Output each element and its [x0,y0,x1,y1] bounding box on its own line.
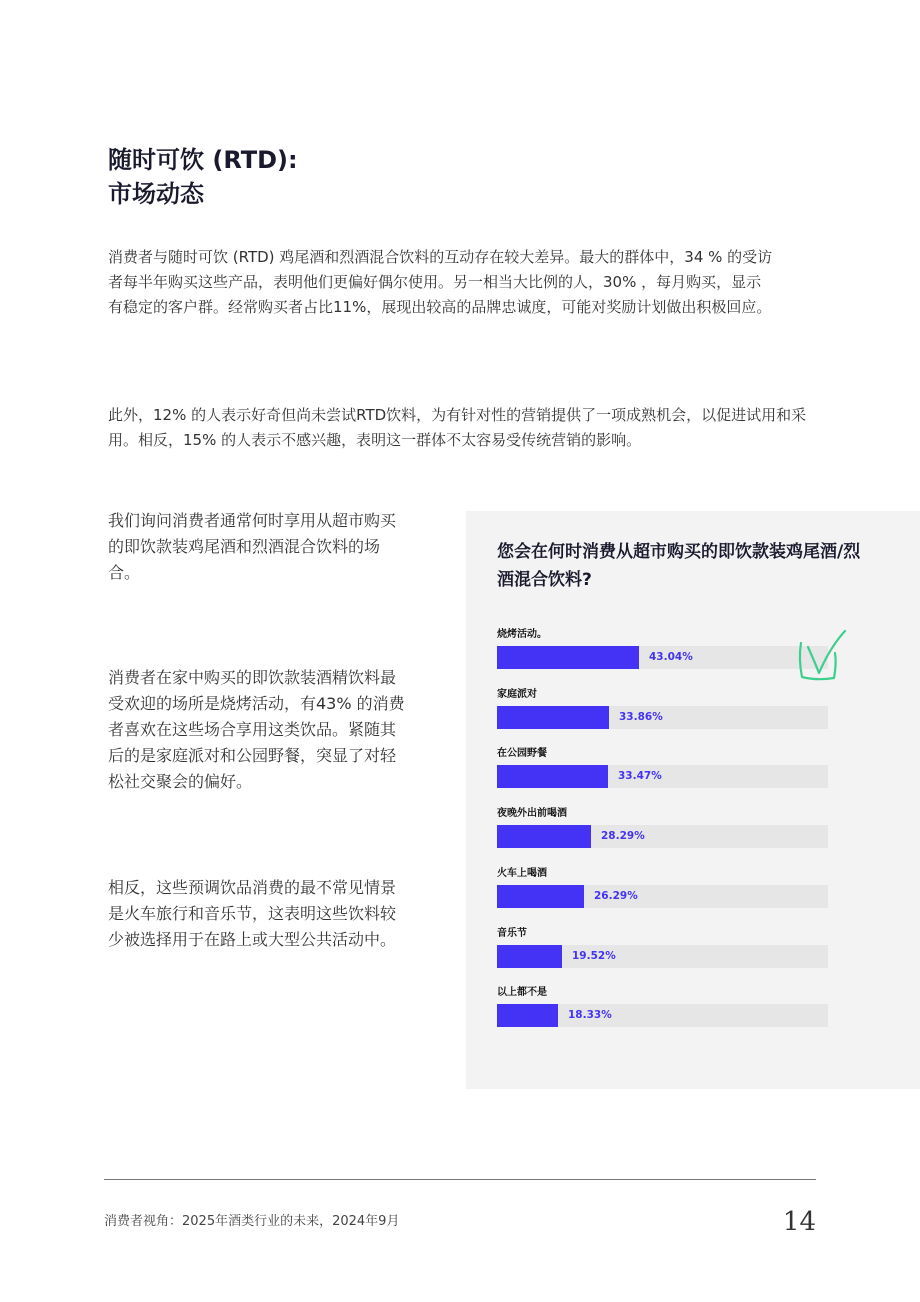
bar-category-label: 夜晚外出前喝酒 [497,808,567,820]
bar-item [497,986,828,1027]
bar [497,945,562,968]
bar-category-label: 火车上喝酒 [497,867,547,879]
bar [497,706,609,729]
sidebar-paragraph-question: 我们询问消费者通常何时享用从超市购买的即饮款装鸡尾酒和烈酒混合饮料的场合。 [108,511,397,582]
chart-title: 您会在何时消费从超市购买的即饮款装鸡尾酒/烈酒混合饮料? [497,542,861,590]
bar-category-label: 在公园野餐 [497,748,547,760]
footer-divider [104,1179,816,1180]
page-title [108,143,298,211]
sidebar-paragraph-popular: 消费者在家中购买的即饮款装酒精饮料最受欢迎的场所是烧烤活动，有43% 的消费者喜欢在这些场合享用这类饮品。紧随其后的是家庭派对和公园野餐，突显了对轻松社交聚会的偏好。 [108,668,405,791]
intro-paragraph: 消费者与随时可饮 (RTD) 鸡尾酒和烈酒混合饮料的互动存在较大差异。最大的群体中，34 % 的受访者每半年购买这些产品，表明他们更偏好偶尔使用。另一相当大比例的人，30% ，每月购买，显示有稳定的客户群。经常购买者占比11%，展现出较高的品牌忠诚度，可能对奖励计划做出积极回应。 [108,248,773,316]
bar-track [497,765,828,788]
sidebar-paragraph-least: 相反，这些预调饮品消费的最不常见情景是火车旅行和音乐节，这表明这些饮料较少被选择用于在路上或大型公共活动中。 [108,878,397,949]
bar [497,885,584,908]
bar-item [497,628,828,669]
bar-track [497,885,828,908]
bar-value-label: 18.33% [568,1009,612,1022]
bar-category-label: 以上都不是 [497,987,547,999]
bar-item [497,927,828,968]
bar-item [497,867,828,908]
bar-value-label: 19.52% [572,949,616,962]
bar-value-label: 43.04% [649,651,693,663]
bar-track [497,945,828,968]
bar-track [497,646,828,669]
checkmark-icon [794,629,854,689]
bar-track [497,1004,828,1027]
opportunity-paragraph: 此外，12% 的人表示好奇但尚未尝试RTD饮料，为有针对性的营销提供了一项成熟机会，以促进试用和采用。相反，15% 的人表示不感兴趣，表明这一群体不太容易受传统营销的影响。 [108,406,807,449]
bar-value-label: 33.86% [619,710,663,723]
bar [497,825,591,848]
bar-track [497,706,828,729]
bar-value-label: 28.29% [601,830,645,843]
bar-item [497,807,828,848]
page-number: 14 [782,1207,816,1237]
footer-source: 消费者视角：2025年酒类行业的未来，2024年9月 [104,1214,400,1229]
bar [497,646,639,669]
bar-item [497,688,828,729]
bar-track [497,825,828,848]
bar-item [497,747,828,788]
bar [497,765,608,788]
bar-value-label: 26.29% [594,889,638,902]
page-title-line-2: 市场动态 [108,180,204,208]
chart-panel [466,511,920,1089]
bar-category-label: 烧烤活动。 [497,629,547,640]
bar [497,1004,558,1027]
page-title-line-1: 随时可饮 (RTD): [108,146,298,174]
bar-value-label: 33.47% [618,770,662,783]
bar-category-label: 音乐节 [497,927,527,939]
bar-category-label: 家庭派对 [497,688,537,700]
